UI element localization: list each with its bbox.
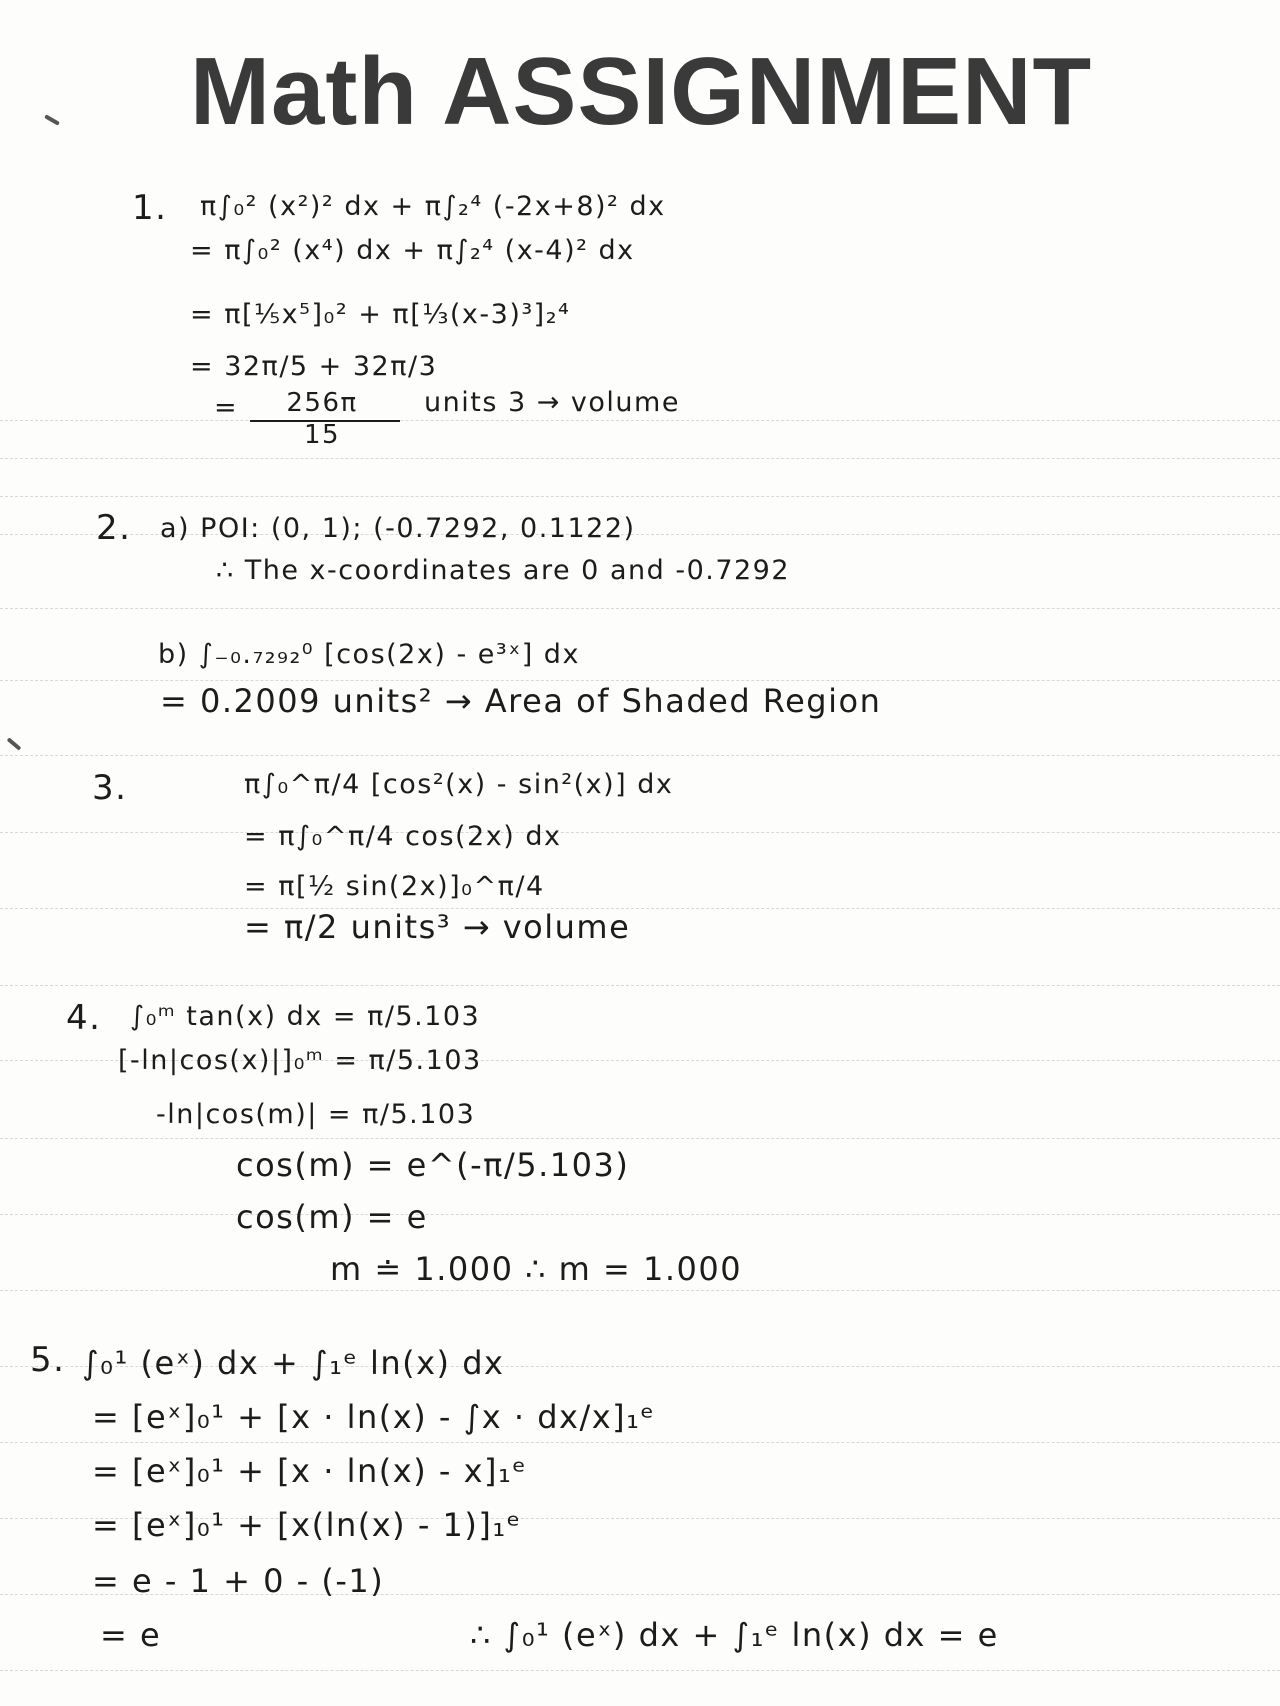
work-line: π∫₀² (x²)² dx + π∫₂⁴ (-2x+8)² dx — [200, 191, 666, 222]
result-numerator: 256π — [286, 388, 358, 418]
work-line: [-ln|cos(x)|]₀ᵐ = π/5.103 — [118, 1045, 482, 1076]
work-line: cos(m) = e^(-π/5.103) — [236, 1146, 630, 1184]
ruled-line — [0, 1290, 1280, 1291]
ruled-line — [0, 680, 1280, 681]
work-line: = [eˣ]₀¹ + [x · ln(x) - ∫x · dx/x]₁ᵉ — [92, 1398, 656, 1436]
ruled-line — [0, 908, 1280, 909]
work-line: = [eˣ]₀¹ + [x(ln(x) - 1)]₁ᵉ — [92, 1506, 522, 1544]
ruled-line — [0, 1442, 1280, 1443]
work-line: m ≐ 1.000 ∴ m = 1.000 — [330, 1250, 743, 1288]
work-line: a) POI: (0, 1); (-0.7292, 0.1122) — [160, 513, 636, 544]
work-line: = π∫₀^π/4 cos(2x) dx — [244, 821, 562, 852]
work-line: ∫₀¹ (eˣ) dx + ∫₁ᵉ ln(x) dx — [82, 1344, 505, 1382]
ruled-line — [0, 458, 1280, 459]
work-line: = π[⅕x⁵]₀² + π[⅓(x-3)³]₂⁴ — [190, 299, 571, 330]
work-line: = e - 1 + 0 - (-1) — [92, 1562, 385, 1600]
ruled-line — [0, 420, 1280, 421]
work-line: ∫₀ᵐ tan(x) dx = π/5.103 — [130, 1001, 481, 1032]
work-line: = [eˣ]₀¹ + [x · ln(x) - x]₁ᵉ — [92, 1452, 528, 1490]
scan-mark — [7, 737, 22, 750]
work-line: b) ∫₋₀.₇₂₉₂⁰ [cos(2x) - e³ˣ] dx — [158, 639, 580, 670]
result-denominator: 15 — [303, 420, 341, 450]
question-number: 2. — [96, 508, 132, 548]
work-line: = 0.2009 units² → Area of Shaded Region — [160, 682, 882, 720]
question-number: 5. — [30, 1340, 66, 1380]
ruled-line — [0, 832, 1280, 833]
work-line: -ln|cos(m)| = π/5.103 — [156, 1099, 476, 1130]
ruled-line — [0, 755, 1280, 756]
question-number: 1. — [132, 188, 168, 228]
scan-mark — [44, 114, 60, 125]
page-title: Math ASSIGNMENT — [190, 38, 1093, 145]
ruled-line — [0, 1138, 1280, 1139]
work-line: = π/2 units³ → volume — [244, 908, 631, 946]
work-line: = e — [100, 1616, 162, 1654]
ruled-line — [0, 985, 1280, 986]
work-line: ∴ The x-coordinates are 0 and -0.7292 — [216, 555, 791, 586]
result-note: units 3 → volume — [424, 387, 680, 418]
ruled-line — [0, 1214, 1280, 1215]
work-line: cos(m) = e — [236, 1198, 428, 1236]
work-line: = π[½ sin(2x)]₀^π/4 — [244, 871, 545, 902]
question-number: 3. — [92, 768, 128, 808]
work-line: = π∫₀² (x⁴) dx + π∫₂⁴ (x-4)² dx — [190, 235, 635, 266]
result-equals: = — [214, 392, 239, 423]
ruled-line — [0, 1670, 1280, 1671]
work-line: π∫₀^π/4 [cos²(x) - sin²(x)] dx — [244, 769, 674, 800]
conclusion: ∴ ∫₀¹ (eˣ) dx + ∫₁ᵉ ln(x) dx = e — [470, 1616, 999, 1654]
question-number: 4. — [66, 998, 102, 1038]
ruled-line — [0, 496, 1280, 497]
work-line: = 32π/5 + 32π/3 — [190, 351, 438, 382]
ruled-line — [0, 608, 1280, 609]
